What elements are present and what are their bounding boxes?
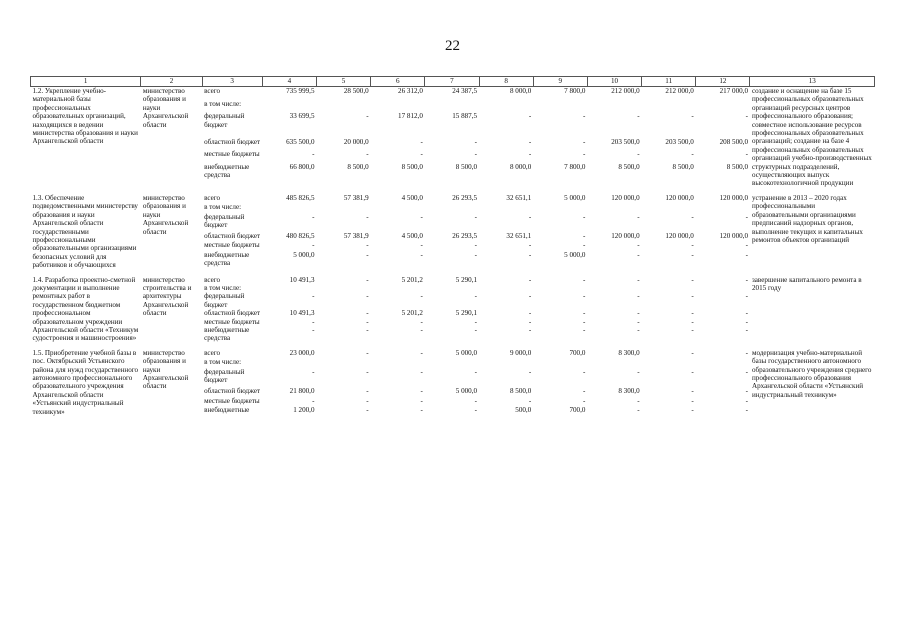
amount-cell: 8 500,0 xyxy=(401,162,423,171)
executor: министерство строительства и архитектуры Архангельской области xyxy=(142,275,192,318)
amount-cell: 5 000,0 xyxy=(293,250,315,259)
program-table xyxy=(30,76,875,416)
table-body xyxy=(31,87,875,417)
amount-cell xyxy=(479,100,533,113)
funding-source: областной бюджет xyxy=(204,231,261,240)
amount-cell: - xyxy=(637,367,640,376)
amount-cell: - xyxy=(474,406,478,415)
column-header: 3 xyxy=(202,77,262,87)
column-header: 5 xyxy=(316,77,370,87)
funding-source: в том числе: xyxy=(204,283,242,292)
amount-cell: - xyxy=(745,406,748,415)
amount-cell: 212 000,0 xyxy=(611,87,640,95)
amount-cell: - xyxy=(691,387,694,396)
amount-cell: 5 000,0 xyxy=(564,193,586,202)
amount-cell: - xyxy=(366,212,369,221)
amount-cell: - xyxy=(583,212,586,221)
amount-cell: 5 201,2 xyxy=(401,275,423,284)
amount-cell: 203 500,0 xyxy=(611,137,640,146)
amount-cell: - xyxy=(583,309,586,318)
amount-cell: 20 000,0 xyxy=(343,137,369,146)
amount-cell: - xyxy=(745,212,748,221)
amount-cell: 57 381,9 xyxy=(343,193,369,202)
amount-cell xyxy=(262,203,316,212)
amount-cell: 33 699,5 xyxy=(289,112,315,121)
amount-cell: - xyxy=(583,387,586,396)
amount-cell: - xyxy=(474,212,478,221)
column-header: 10 xyxy=(587,77,641,87)
amount-cell xyxy=(479,203,533,212)
measure-title: 1.4. Разработка проектно-сметной документации и выполнение ремонтных работ в государственном бюджетном профессиональном образовательном учреждении Архангельской области «Техникум судостроения и машиностроения» xyxy=(32,275,139,343)
amount-cell: - xyxy=(528,250,532,259)
amount-cell: - xyxy=(366,309,369,318)
amount-cell: 5 201,2 xyxy=(401,309,423,318)
amount-cell: - xyxy=(312,367,315,376)
amount-cell: 8 500,0 xyxy=(726,162,748,171)
amount-cell: 120 000,0 xyxy=(611,231,640,240)
amount-cell: - xyxy=(583,231,586,240)
amount-cell: - xyxy=(528,212,532,221)
amount-cell: 120 000,0 xyxy=(665,231,694,240)
header-row xyxy=(31,77,875,87)
amount-cell: 4 500,0 xyxy=(401,231,423,240)
amount-cell: - xyxy=(474,396,478,405)
amount-cell: 208 500,0 xyxy=(719,137,748,146)
funding-source: в том числе: xyxy=(204,358,242,367)
amount-cell: 26 312,0 xyxy=(398,87,423,95)
amount-cell: - xyxy=(366,367,369,376)
amount-cell: 7 800,0 xyxy=(564,87,586,95)
column-header: 7 xyxy=(425,77,479,87)
amount-cell: - xyxy=(366,250,369,259)
amount-cell: 57 381,9 xyxy=(343,231,369,240)
amount-cell: - xyxy=(528,309,532,318)
funding-source: федеральный бюджет xyxy=(204,292,245,309)
amount-cell: - xyxy=(420,348,423,357)
table-row xyxy=(31,349,875,359)
amount-cell xyxy=(587,358,641,368)
amount-cell: - xyxy=(745,250,748,259)
amount-cell xyxy=(696,203,750,212)
amount-cell: - xyxy=(745,367,748,376)
funding-source: областной бюджет xyxy=(204,387,261,396)
amount-cell: - xyxy=(474,325,478,334)
funding-source: внебюджетные xyxy=(204,406,250,415)
amount-cell xyxy=(533,284,587,292)
executor: министерство образования и науки Архангельской области xyxy=(142,348,189,391)
amount-cell: - xyxy=(691,212,694,221)
column-header: 12 xyxy=(696,77,750,87)
amount-cell: - xyxy=(528,112,532,121)
amount-cell: - xyxy=(637,112,640,121)
measure-title: 1.2. Укрепление учебно-материальной базы профессиональных образовательных организаций, находящихся в ведении министерства образования и науки Архангельской области xyxy=(32,87,138,146)
funding-source: федеральный бюджет xyxy=(204,112,245,129)
amount-cell: 120 000,0 xyxy=(719,231,748,240)
amount-cell: 700,0 xyxy=(569,348,586,357)
expected-result: создание и оснащение на базе 15 профессиональных образовательных организаций ресурсных центров профессионального образования; совместное использование ресурсов профессиональных образовательных организаций; создание на базе 4 профессиональных образовательных организаций учебно-производственных структурных подразделений, осуществляющих выпуск высокотехнологичной продукции xyxy=(751,87,872,188)
amount-cell: 5 290,1 xyxy=(455,275,478,284)
measure-title: 1.5. Приобретение учебной базы в пос. Октябрьский Устьянского района для нужд государственного автономного профессионального образовательного учреждения Архангельской области «Устьянский индустриальный техникум» xyxy=(32,348,139,416)
amount-cell: - xyxy=(366,241,369,250)
column-header: 11 xyxy=(642,77,696,87)
amount-cell: 485 826,5 xyxy=(286,193,315,202)
amount-cell: - xyxy=(474,250,478,259)
amount-cell: - xyxy=(366,150,369,159)
amount-cell: 217 000,0 xyxy=(719,87,748,95)
amount-cell: 8 500,0 xyxy=(347,162,369,171)
amount-cell: 8 000,0 xyxy=(509,162,532,171)
amount-cell: - xyxy=(312,292,315,301)
amount-cell: 635 500,0 xyxy=(286,137,315,146)
amount-cell: - xyxy=(691,309,694,318)
amount-cell xyxy=(425,203,479,212)
amount-cell: - xyxy=(312,150,315,159)
amount-cell: 8 300,0 xyxy=(618,387,640,396)
amount-cell: - xyxy=(366,348,369,357)
amount-cell: 8 500,0 xyxy=(455,162,478,171)
amount-cell: 8 500,0 xyxy=(618,162,640,171)
amount-cell: - xyxy=(691,275,694,284)
amount-cell: 5 000,0 xyxy=(564,250,586,259)
amount-cell: - xyxy=(528,150,532,159)
amount-cell: - xyxy=(745,396,748,405)
amount-cell: - xyxy=(312,396,315,405)
funding-source: в том числе: xyxy=(204,203,242,212)
funding-source: федеральный бюджет xyxy=(204,367,245,385)
amount-cell: - xyxy=(420,137,423,146)
amount-cell xyxy=(371,284,425,292)
amount-cell: - xyxy=(745,275,748,284)
expected-result: устранение в 2013 – 2020 годах профессиональными образовательными организациями предписаний надзорных органов, выполнение текущих и капитальных ремонтов объектов организаций xyxy=(751,193,863,244)
amount-cell: - xyxy=(691,150,694,159)
funding-source: областной бюджет xyxy=(204,309,261,318)
amount-cell: 21 800,0 xyxy=(289,387,315,396)
amount-cell: 17 812,0 xyxy=(398,112,423,121)
amount-cell: 120 000,0 xyxy=(665,193,694,202)
amount-cell: 4 500,0 xyxy=(401,193,423,202)
funding-source: местные бюджеты xyxy=(204,317,260,326)
column-header: 2 xyxy=(141,77,202,87)
amount-cell xyxy=(371,203,425,212)
amount-cell xyxy=(479,358,533,368)
funding-source: внебюджетные средства xyxy=(204,250,250,267)
amount-cell: - xyxy=(528,241,532,250)
amount-cell: - xyxy=(474,241,478,250)
amount-cell: 1 200,0 xyxy=(293,406,315,415)
table-row xyxy=(31,87,875,100)
amount-cell: 735 999,5 xyxy=(286,87,315,95)
amount-cell: - xyxy=(420,387,423,396)
amount-cell xyxy=(262,100,316,113)
amount-cell xyxy=(262,358,316,368)
funding-source: внебюджетные средства xyxy=(204,162,250,180)
funding-source: местные бюджеты xyxy=(204,150,260,159)
amount-cell: 5 000,0 xyxy=(455,387,478,396)
amount-cell: 24 387,5 xyxy=(452,87,478,95)
amount-cell: 8 500,0 xyxy=(509,387,532,396)
amount-cell: - xyxy=(637,241,640,250)
amount-cell: - xyxy=(691,406,694,415)
amount-cell xyxy=(262,284,316,292)
amount-cell: 10 491,3 xyxy=(289,309,315,318)
amount-cell: - xyxy=(637,250,640,259)
amount-cell: - xyxy=(691,241,694,250)
amount-cell: - xyxy=(420,212,423,221)
amount-cell: - xyxy=(420,367,423,376)
amount-cell: - xyxy=(745,317,748,326)
funding-source: всего xyxy=(204,193,221,202)
amount-cell: 5 290,1 xyxy=(455,309,478,318)
amount-cell xyxy=(425,100,479,113)
amount-cell: - xyxy=(474,367,478,376)
table-row xyxy=(31,194,875,203)
amount-cell: 7 800,0 xyxy=(564,162,586,171)
amount-cell: 120 000,0 xyxy=(719,193,748,202)
amount-cell: - xyxy=(637,150,640,159)
amount-cell: - xyxy=(745,150,748,159)
amount-cell xyxy=(696,358,750,368)
amount-cell: 66 800,0 xyxy=(289,162,315,171)
amount-cell: 8 300,0 xyxy=(618,348,640,357)
amount-cell: - xyxy=(474,150,478,159)
amount-cell: 700,0 xyxy=(569,406,586,415)
amount-cell xyxy=(316,358,370,368)
amount-cell: - xyxy=(312,212,315,221)
amount-cell: - xyxy=(420,317,423,326)
amount-cell xyxy=(479,284,533,292)
amount-cell: - xyxy=(583,396,586,405)
amount-cell: - xyxy=(583,292,586,301)
amount-cell: - xyxy=(691,396,694,405)
funding-source: в том числе: xyxy=(204,99,242,108)
column-header: 9 xyxy=(533,77,587,87)
amount-cell: - xyxy=(583,317,586,326)
amount-cell xyxy=(316,203,370,212)
amount-cell: - xyxy=(583,112,586,121)
amount-cell: - xyxy=(528,396,532,405)
expected-result: модернизация учебно-материальной базы государственного автономного образовательного учреждения среднего профессионального образования Архангельской области «Устьянский индустриальный техникум» xyxy=(751,348,872,399)
amount-cell: - xyxy=(637,309,640,318)
amount-cell: 212 000,0 xyxy=(665,87,694,95)
amount-cell: - xyxy=(420,325,423,334)
amount-cell: - xyxy=(366,317,369,326)
amount-cell: 26 293,5 xyxy=(452,193,478,202)
amount-cell: 10 491,3 xyxy=(289,275,315,284)
amount-cell: 500,0 xyxy=(515,406,532,415)
amount-cell: - xyxy=(691,325,694,334)
amount-cell: - xyxy=(420,396,423,405)
amount-cell: - xyxy=(637,325,640,334)
amount-cell: - xyxy=(312,241,315,250)
amount-cell: 203 500,0 xyxy=(665,137,694,146)
amount-cell: 32 651,1 xyxy=(506,193,532,202)
amount-cell xyxy=(316,284,370,292)
executor: министерство образования и науки Архангельской области xyxy=(142,87,189,129)
amount-cell: - xyxy=(420,292,423,301)
funding-source: местные бюджеты xyxy=(204,396,260,405)
amount-cell: - xyxy=(637,212,640,221)
amount-cell xyxy=(587,100,641,113)
amount-cell xyxy=(642,203,696,212)
amount-cell xyxy=(587,203,641,212)
amount-cell: - xyxy=(691,348,694,357)
amount-cell xyxy=(316,100,370,113)
amount-cell xyxy=(371,358,425,368)
amount-cell: - xyxy=(583,325,586,334)
amount-cell: 23 000,0 xyxy=(289,348,315,357)
amount-cell: - xyxy=(745,309,748,318)
amount-cell: - xyxy=(420,150,423,159)
amount-cell xyxy=(533,203,587,212)
amount-cell xyxy=(642,358,696,368)
amount-cell: - xyxy=(583,275,586,284)
amount-cell: - xyxy=(583,150,586,159)
amount-cell: - xyxy=(312,325,315,334)
amount-cell: - xyxy=(366,387,369,396)
amount-cell: 120 000,0 xyxy=(611,193,640,202)
amount-cell: - xyxy=(312,317,315,326)
amount-cell: - xyxy=(366,406,369,415)
amount-cell: - xyxy=(745,241,748,250)
amount-cell: - xyxy=(583,241,586,250)
amount-cell: - xyxy=(637,396,640,405)
column-header: 8 xyxy=(479,77,533,87)
amount-cell xyxy=(587,284,641,292)
amount-cell: 9 000,0 xyxy=(509,348,532,357)
amount-cell xyxy=(425,284,479,292)
amount-cell: 480 826,5 xyxy=(286,231,315,240)
expected-result: завершение капитального ремонта в 2015 году xyxy=(751,275,862,292)
amount-cell: - xyxy=(528,275,532,284)
amount-cell: - xyxy=(366,112,369,121)
amount-cell: - xyxy=(745,348,748,357)
page-number: 22 xyxy=(445,38,460,54)
amount-cell: 5 000,0 xyxy=(455,348,478,357)
amount-cell: - xyxy=(528,292,532,301)
funding-source: всего xyxy=(204,348,221,357)
amount-cell: - xyxy=(528,325,532,334)
amount-cell xyxy=(533,100,587,113)
amount-cell: - xyxy=(420,406,423,415)
funding-source: местные бюджеты xyxy=(204,241,260,250)
column-header: 13 xyxy=(750,77,875,87)
amount-cell xyxy=(696,100,750,113)
amount-cell xyxy=(425,358,479,368)
funding-source: областной бюджет xyxy=(204,137,261,146)
amount-cell: - xyxy=(745,325,748,334)
column-header: 1 xyxy=(31,77,141,87)
amount-cell: - xyxy=(583,137,586,146)
amount-cell: 15 887,5 xyxy=(452,112,478,121)
amount-cell: - xyxy=(366,275,369,284)
amount-cell: - xyxy=(420,241,423,250)
amount-cell: - xyxy=(745,387,748,396)
amount-cell: - xyxy=(528,367,532,376)
amount-cell: - xyxy=(420,250,423,259)
amount-cell: - xyxy=(474,317,478,326)
amount-cell: - xyxy=(366,292,369,301)
amount-cell: - xyxy=(366,396,369,405)
amount-cell: - xyxy=(637,292,640,301)
funding-source: федеральный бюджет xyxy=(204,212,245,230)
measure-title: 1.3. Обеспечение подведомственными министерству образования и науки Архангельской области государственными профессиональными образовательными организациями безопасных условий для работников и обучающихся xyxy=(32,193,138,270)
funding-source: всего xyxy=(204,275,221,284)
amount-cell: - xyxy=(583,367,586,376)
amount-cell: - xyxy=(474,137,478,146)
table-row xyxy=(31,276,875,284)
amount-cell: 8 000,0 xyxy=(509,87,532,95)
amount-cell: - xyxy=(528,317,532,326)
amount-cell: - xyxy=(637,317,640,326)
amount-cell: 32 651,1 xyxy=(506,231,532,240)
funding-source: всего xyxy=(204,87,221,95)
amount-cell: - xyxy=(528,137,532,146)
amount-cell: - xyxy=(691,292,694,301)
amount-cell: - xyxy=(691,112,694,121)
amount-cell: - xyxy=(366,325,369,334)
executor: министерство образования и науки Архангельской области xyxy=(142,193,189,236)
amount-cell xyxy=(642,284,696,292)
amount-cell: 28 500,0 xyxy=(343,87,369,95)
column-header: 6 xyxy=(371,77,425,87)
amount-cell: 8 500,0 xyxy=(672,162,694,171)
amount-cell: - xyxy=(474,292,478,301)
amount-cell: - xyxy=(745,112,748,121)
amount-cell: - xyxy=(637,406,640,415)
funding-source: внебюджетные средства xyxy=(204,325,250,343)
column-header: 4 xyxy=(262,77,316,87)
amount-cell: - xyxy=(637,275,640,284)
amount-cell: - xyxy=(691,367,694,376)
amount-cell xyxy=(696,284,750,292)
amount-cell xyxy=(642,100,696,113)
amount-cell xyxy=(371,100,425,113)
amount-cell: 26 293,5 xyxy=(452,231,478,240)
amount-cell: - xyxy=(745,292,748,301)
amount-cell xyxy=(533,358,587,368)
amount-cell: - xyxy=(691,250,694,259)
amount-cell: - xyxy=(691,317,694,326)
